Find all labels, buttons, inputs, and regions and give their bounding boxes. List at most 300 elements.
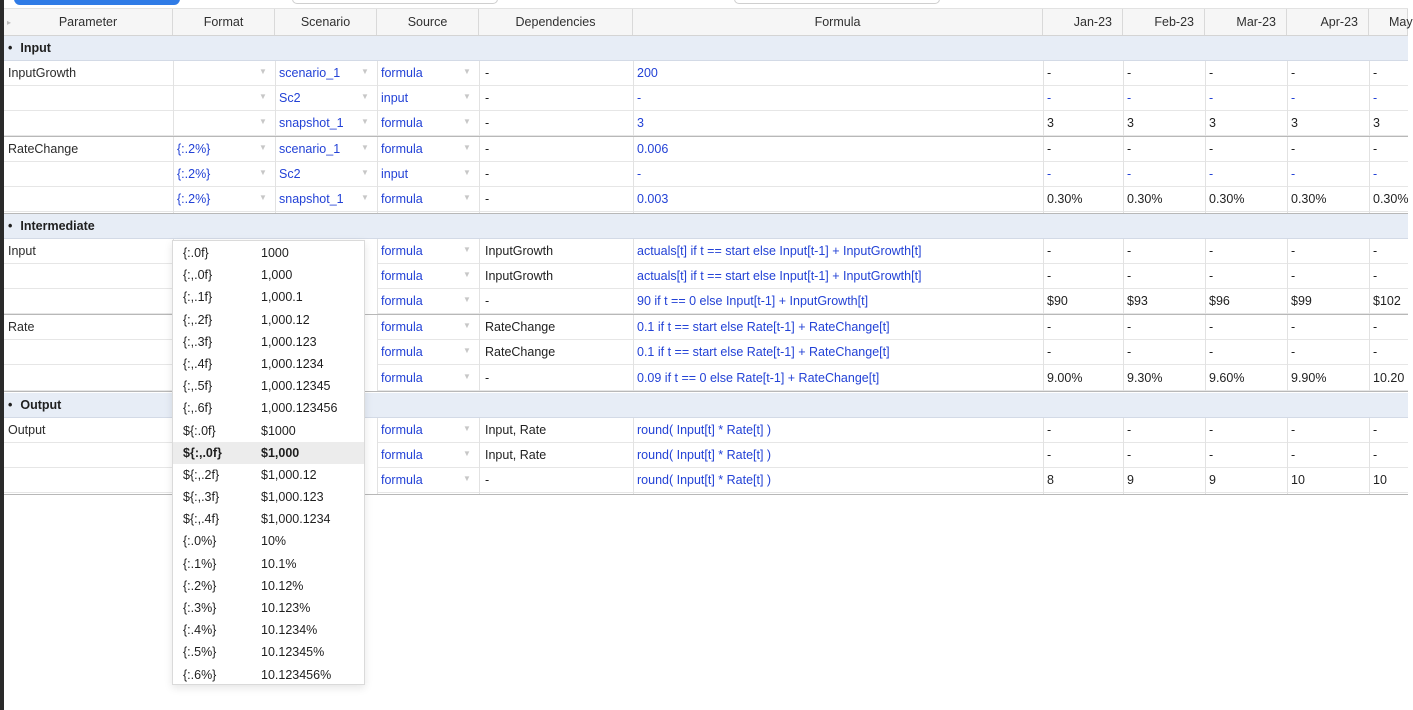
- value-cell: 3: [1369, 111, 1408, 136]
- column-divider: [1369, 239, 1370, 314]
- format-code: {:.6%}: [183, 667, 217, 682]
- value-cell: -: [1205, 264, 1287, 289]
- col-header-formula[interactable]: Formula: [633, 9, 1043, 35]
- format-example: 1,000.123: [261, 334, 317, 349]
- value-cell: $90: [1043, 289, 1123, 314]
- value-cell: 0.30%: [1205, 187, 1287, 212]
- column-divider: [1369, 418, 1370, 494]
- format-example: 10.12345%: [261, 645, 325, 660]
- value-cell: 0.30%: [1369, 187, 1408, 212]
- column-divider: [1123, 61, 1124, 136]
- chevron-down-icon[interactable]: ▼: [463, 474, 471, 483]
- value-cell: -: [1369, 315, 1408, 340]
- parameter-cell: InputGrowth: [4, 61, 173, 86]
- table-row: [4, 137, 1408, 162]
- column-divider: [1369, 315, 1370, 391]
- format-code: {:.0f}: [183, 246, 209, 260]
- formula-cell[interactable]: actuals[t] if t == start else Input[t-1] + InputGrowth[t]: [633, 264, 1043, 289]
- format-example: 1000: [261, 246, 289, 260]
- value-cell: 3: [1205, 111, 1287, 136]
- source-cell[interactable]: formula: [377, 443, 479, 468]
- format-dropdown[interactable]: [172, 240, 365, 685]
- source-cell[interactable]: formula: [377, 264, 479, 289]
- value-cell: -: [1123, 443, 1205, 468]
- dependencies-cell[interactable]: -: [479, 61, 633, 86]
- column-divider: [479, 315, 480, 391]
- column-divider: [1287, 137, 1288, 213]
- value-cell: -: [1287, 86, 1369, 111]
- chevron-down-icon[interactable]: ▼: [361, 168, 369, 177]
- toolbar: [4, 0, 1408, 9]
- parameter-cell: [4, 443, 173, 468]
- value-cell: -: [1123, 162, 1205, 187]
- chevron-down-icon[interactable]: ▼: [463, 143, 471, 152]
- source-cell[interactable]: formula: [377, 111, 479, 136]
- value-cell: 9.60%: [1205, 366, 1287, 391]
- format-example: 1,000.123456: [261, 401, 338, 416]
- col-header-parameter[interactable]: Parameter: [4, 9, 173, 35]
- value-cell: -: [1205, 443, 1287, 468]
- column-divider: [1205, 137, 1206, 213]
- column-divider: [1205, 315, 1206, 391]
- parameter-cell: [4, 366, 173, 391]
- format-example: $1,000.123: [261, 490, 324, 505]
- format-code: {:,.6f}: [183, 401, 213, 416]
- row-expander-icon[interactable]: ▸: [7, 18, 12, 27]
- value-cell: -: [1287, 239, 1369, 264]
- format-code: ${:,.0f}: [183, 445, 222, 460]
- column-divider: [377, 239, 378, 314]
- value-cell: 3: [1123, 111, 1205, 136]
- parameter-cell: [4, 187, 173, 212]
- format-code: {:.5%}: [183, 645, 217, 660]
- chevron-down-icon[interactable]: ▼: [463, 92, 471, 101]
- source-cell[interactable]: formula: [377, 239, 479, 264]
- column-divider: [1123, 137, 1124, 213]
- chevron-down-icon[interactable]: ▼: [463, 321, 471, 330]
- value-cell: -: [1043, 86, 1123, 111]
- column-divider: [479, 239, 480, 314]
- chevron-down-icon[interactable]: ▼: [259, 67, 267, 76]
- format-example: $1,000.12: [261, 467, 317, 482]
- value-cell: 0.30%: [1287, 187, 1369, 212]
- source-cell[interactable]: formula: [377, 137, 479, 162]
- scenario-cell[interactable]: scenario_1: [275, 61, 377, 86]
- col-header-format[interactable]: Format: [173, 9, 275, 35]
- format-option[interactable]: [173, 553, 364, 575]
- parameter-cell: [4, 111, 173, 136]
- toolbar-field-right[interactable]: [734, 0, 940, 4]
- formula-cell[interactable]: 200: [633, 61, 1043, 86]
- column-divider: [377, 315, 378, 391]
- value-cell: -: [1205, 315, 1287, 340]
- table-row: [4, 162, 1408, 187]
- toolbar-button[interactable]: [14, 0, 180, 5]
- format-example: 10.1234%: [261, 623, 318, 638]
- dependencies-cell[interactable]: -: [479, 187, 633, 212]
- formula-cell[interactable]: 0.1 if t == start else Rate[t-1] + RateChange[t]: [633, 340, 1043, 365]
- formula-cell[interactable]: round( Input[t] * Rate[t] ): [633, 443, 1043, 468]
- dependencies-cell[interactable]: Input, Rate: [479, 418, 633, 443]
- format-code: {:,.0f}: [183, 268, 213, 283]
- column-divider: [633, 315, 634, 391]
- chevron-down-icon[interactable]: ▼: [361, 67, 369, 76]
- group-divider: [4, 213, 1408, 214]
- column-divider: [173, 61, 174, 136]
- format-option[interactable]: [173, 641, 364, 663]
- format-example: $1,000: [261, 445, 300, 460]
- format-example: 1,000: [261, 268, 293, 283]
- format-code: {:,.5f}: [183, 379, 213, 394]
- formula-cell[interactable]: actuals[t] if t == start else Input[t-1] + InputGrowth[t]: [633, 239, 1043, 264]
- format-option[interactable]: [173, 619, 364, 641]
- column-divider: [1123, 315, 1124, 391]
- source-cell[interactable]: formula: [377, 340, 479, 365]
- table-row: [4, 61, 1408, 86]
- value-cell: $93: [1123, 289, 1205, 314]
- format-example: 10.12%: [261, 578, 304, 593]
- dependencies-cell[interactable]: Input, Rate: [479, 443, 633, 468]
- format-code: {:,.4f}: [183, 356, 213, 371]
- format-code: {:.3%}: [183, 601, 217, 615]
- parameter-cell: Rate: [4, 315, 173, 340]
- column-divider: [1287, 315, 1288, 391]
- value-cell: 3: [1287, 111, 1369, 136]
- column-divider: [377, 61, 378, 136]
- col-header-dependencies[interactable]: Dependencies: [479, 9, 633, 35]
- formula-cell[interactable]: 90 if t == 0 else Input[t-1] + InputGrowth[t]: [633, 289, 1043, 314]
- format-code: {:,.2f}: [183, 312, 213, 327]
- toolbar-field-left[interactable]: [292, 0, 498, 4]
- format-option[interactable]: [173, 420, 364, 442]
- format-code: {:.1%}: [183, 556, 217, 571]
- value-cell: -: [1369, 340, 1408, 365]
- formula-cell[interactable]: -: [633, 86, 1043, 111]
- value-cell: -: [1369, 137, 1408, 162]
- formula-cell[interactable]: 3: [633, 111, 1043, 136]
- format-option[interactable]: [173, 530, 364, 552]
- format-example: 10.123456%: [261, 667, 332, 682]
- table-row: [4, 111, 1408, 136]
- value-cell: 10: [1369, 468, 1408, 493]
- format-option[interactable]: [173, 508, 364, 530]
- chevron-down-icon[interactable]: ▼: [463, 117, 471, 126]
- format-example: 10%: [261, 534, 287, 549]
- source-cell[interactable]: formula: [377, 366, 479, 391]
- formula-cell[interactable]: 0.1 if t == start else Rate[t-1] + RateChange[t]: [633, 315, 1043, 340]
- chevron-down-icon[interactable]: ▼: [361, 143, 369, 152]
- col-header-month[interactable]: Apr-23: [1287, 9, 1369, 35]
- value-cell: -: [1043, 443, 1123, 468]
- value-cell: -: [1369, 86, 1408, 111]
- formula-cell[interactable]: -: [633, 162, 1043, 187]
- value-cell: -: [1287, 418, 1369, 443]
- group-divider: [4, 136, 1408, 137]
- format-option[interactable]: [173, 309, 364, 331]
- chevron-down-icon[interactable]: ▼: [463, 168, 471, 177]
- dependencies-cell[interactable]: -: [479, 137, 633, 162]
- value-cell: $102: [1369, 289, 1408, 314]
- column-divider: [1043, 315, 1044, 391]
- source-cell[interactable]: formula: [377, 289, 479, 314]
- value-cell: 8: [1043, 468, 1123, 493]
- dependencies-cell[interactable]: InputGrowth: [479, 264, 633, 289]
- value-cell: -: [1287, 264, 1369, 289]
- value-cell: -: [1287, 137, 1369, 162]
- formula-cell[interactable]: round( Input[t] * Rate[t] ): [633, 468, 1043, 493]
- chevron-down-icon[interactable]: ▼: [259, 168, 267, 177]
- format-example: $1000: [261, 423, 296, 438]
- value-cell: -: [1205, 340, 1287, 365]
- table-row: [4, 187, 1408, 212]
- chevron-down-icon[interactable]: ▼: [463, 449, 471, 458]
- column-divider: [1205, 61, 1206, 136]
- section-title: Intermediate: [20, 219, 95, 233]
- column-divider: [1043, 239, 1044, 314]
- scenario-cell[interactable]: snapshot_1: [275, 187, 377, 212]
- chevron-down-icon[interactable]: ▼: [361, 193, 369, 202]
- value-cell: -: [1205, 162, 1287, 187]
- value-cell: -: [1043, 162, 1123, 187]
- format-option[interactable]: [173, 664, 364, 686]
- column-divider: [173, 137, 174, 213]
- source-cell[interactable]: formula: [377, 315, 479, 340]
- value-cell: -: [1369, 418, 1408, 443]
- column-divider: [1123, 418, 1124, 494]
- dependencies-cell[interactable]: -: [479, 289, 633, 314]
- value-cell: -: [1287, 443, 1369, 468]
- parameter-cell: [4, 162, 173, 187]
- col-header-month[interactable]: Feb-23: [1123, 9, 1205, 35]
- value-cell: -: [1205, 239, 1287, 264]
- format-code: ${:,.2f}: [183, 467, 220, 482]
- table-row: [4, 86, 1408, 111]
- column-divider: [1369, 61, 1370, 136]
- source-cell[interactable]: formula: [377, 468, 479, 493]
- parameter-cell: [4, 86, 173, 111]
- format-example: 1,000.12: [261, 312, 310, 327]
- column-divider: [479, 418, 480, 494]
- chevron-down-icon[interactable]: ▼: [463, 424, 471, 433]
- format-option[interactable]: [173, 353, 364, 375]
- value-cell: -: [1123, 340, 1205, 365]
- header-row: [4, 9, 1413, 36]
- chevron-down-icon[interactable]: ▼: [361, 92, 369, 101]
- column-divider: [1287, 239, 1288, 314]
- section-title: Input: [20, 41, 51, 55]
- col-header-month[interactable]: May: [1369, 9, 1408, 35]
- dependencies-cell[interactable]: RateChange: [479, 340, 633, 365]
- dependencies-cell[interactable]: -: [479, 86, 633, 111]
- chevron-down-icon[interactable]: ▼: [259, 143, 267, 152]
- formula-cell[interactable]: 0.003: [633, 187, 1043, 212]
- format-option[interactable]: [173, 331, 364, 353]
- format-example: $1,000.1234: [261, 512, 331, 527]
- format-option[interactable]: [173, 375, 364, 397]
- chevron-down-icon[interactable]: ▼: [259, 117, 267, 126]
- format-option[interactable]: [173, 264, 364, 286]
- column-divider: [633, 418, 634, 494]
- format-code: {:,.1f}: [183, 290, 213, 305]
- chevron-down-icon[interactable]: ▼: [463, 270, 471, 279]
- format-option[interactable]: [173, 442, 364, 464]
- column-divider: [1043, 61, 1044, 136]
- format-option[interactable]: [173, 397, 364, 419]
- value-cell: 9.30%: [1123, 366, 1205, 391]
- chevron-down-icon[interactable]: ▼: [463, 295, 471, 304]
- value-cell: -: [1043, 315, 1123, 340]
- column-divider: [275, 61, 276, 136]
- value-cell: 0.30%: [1123, 187, 1205, 212]
- section-title: Output: [20, 398, 62, 412]
- scenario-cell[interactable]: Sc2: [275, 86, 377, 111]
- chevron-down-icon[interactable]: ▼: [259, 193, 267, 202]
- value-cell: -: [1205, 86, 1287, 111]
- parameter-cell: Output: [4, 418, 173, 443]
- col-header-month[interactable]: Jan-23: [1043, 9, 1123, 35]
- dependencies-cell[interactable]: -: [479, 111, 633, 136]
- value-cell: -: [1369, 443, 1408, 468]
- format-example: 1,000.1234: [261, 356, 324, 371]
- value-cell: -: [1043, 61, 1123, 86]
- column-divider: [1205, 239, 1206, 314]
- column-divider: [1043, 418, 1044, 494]
- source-cell[interactable]: formula: [377, 187, 479, 212]
- dependencies-cell[interactable]: -: [479, 366, 633, 391]
- value-cell: -: [1123, 315, 1205, 340]
- value-cell: 0.30%: [1043, 187, 1123, 212]
- column-divider: [1123, 239, 1124, 314]
- value-cell: 10.20: [1369, 366, 1408, 391]
- value-cell: -: [1369, 61, 1408, 86]
- value-cell: -: [1043, 239, 1123, 264]
- value-cell: 3: [1043, 111, 1123, 136]
- value-cell: -: [1287, 340, 1369, 365]
- format-option[interactable]: [173, 286, 364, 308]
- value-cell: -: [1205, 418, 1287, 443]
- value-cell: -: [1287, 61, 1369, 86]
- column-divider: [1043, 137, 1044, 213]
- format-code: {:.0%}: [183, 534, 217, 549]
- format-code: ${:,.3f}: [183, 490, 220, 505]
- format-option[interactable]: [173, 575, 364, 597]
- formula-cell[interactable]: 0.09 if t == 0 else Rate[t-1] + RateChange[t]: [633, 366, 1043, 391]
- column-divider: [1205, 418, 1206, 494]
- value-cell: -: [1287, 315, 1369, 340]
- value-cell: -: [1043, 137, 1123, 162]
- chevron-down-icon[interactable]: ▼: [259, 92, 267, 101]
- dependencies-cell[interactable]: InputGrowth: [479, 239, 633, 264]
- column-divider: [633, 61, 634, 136]
- formula-cell[interactable]: round( Input[t] * Rate[t] ): [633, 418, 1043, 443]
- dependencies-cell[interactable]: RateChange: [479, 315, 633, 340]
- value-cell: 9: [1123, 468, 1205, 493]
- value-cell: -: [1123, 86, 1205, 111]
- format-code: ${:,.4f}: [183, 512, 220, 527]
- value-cell: -: [1287, 162, 1369, 187]
- dependencies-cell[interactable]: -: [479, 162, 633, 187]
- column-divider: [1287, 61, 1288, 136]
- chevron-down-icon[interactable]: ▼: [463, 67, 471, 76]
- format-code: ${:.0f}: [183, 423, 216, 438]
- source-cell[interactable]: input: [377, 162, 479, 187]
- dependencies-cell[interactable]: -: [479, 468, 633, 493]
- column-divider: [377, 418, 378, 494]
- chevron-down-icon[interactable]: ▼: [463, 245, 471, 254]
- section-header-intermediate[interactable]: • Intermediate: [4, 214, 1408, 239]
- parameter-cell: [4, 264, 173, 289]
- column-divider: [1287, 418, 1288, 494]
- scenario-cell[interactable]: Sc2: [275, 162, 377, 187]
- format-cell[interactable]: {:.2%}: [173, 187, 275, 212]
- value-cell: 10: [1287, 468, 1369, 493]
- format-code: {:.2%}: [183, 578, 217, 593]
- parameter-cell: Input: [4, 239, 173, 264]
- format-option[interactable]: [173, 486, 364, 508]
- chevron-down-icon[interactable]: ▼: [463, 372, 471, 381]
- section-header-output[interactable]: • Output: [4, 393, 1408, 418]
- value-cell: 9: [1205, 468, 1287, 493]
- value-cell: $99: [1287, 289, 1369, 314]
- value-cell: -: [1369, 239, 1408, 264]
- column-divider: [633, 137, 634, 213]
- source-cell[interactable]: formula: [377, 418, 479, 443]
- col-header-month[interactable]: Mar-23: [1205, 9, 1287, 35]
- format-option[interactable]: [173, 242, 364, 264]
- format-example: 10.123%: [261, 601, 311, 615]
- value-cell: -: [1205, 137, 1287, 162]
- format-example: 10.1%: [261, 556, 297, 571]
- value-cell: $96: [1205, 289, 1287, 314]
- value-cell: -: [1043, 264, 1123, 289]
- column-divider: [377, 137, 378, 213]
- format-example: 1,000.1: [261, 290, 303, 305]
- value-cell: -: [1123, 239, 1205, 264]
- format-example: 1,000.12345: [261, 379, 331, 394]
- chevron-down-icon[interactable]: ▼: [361, 117, 369, 126]
- source-cell[interactable]: formula: [377, 61, 479, 86]
- parameter-cell: [4, 468, 173, 493]
- value-cell: -: [1043, 418, 1123, 443]
- formula-cell[interactable]: 0.006: [633, 137, 1043, 162]
- col-header-scenario[interactable]: Scenario: [275, 9, 377, 35]
- scenario-cell[interactable]: scenario_1: [275, 137, 377, 162]
- source-cell[interactable]: input: [377, 86, 479, 111]
- format-option[interactable]: [173, 597, 364, 619]
- parameter-cell: [4, 289, 173, 314]
- value-cell: 9.90%: [1287, 366, 1369, 391]
- value-cell: -: [1043, 340, 1123, 365]
- column-divider: [479, 137, 480, 213]
- value-cell: -: [1205, 61, 1287, 86]
- column-divider: [275, 137, 276, 213]
- format-cell[interactable]: {:.2%}: [173, 137, 275, 162]
- value-cell: -: [1123, 264, 1205, 289]
- value-cell: -: [1123, 61, 1205, 86]
- col-header-source[interactable]: Source: [377, 9, 479, 35]
- column-divider: [633, 239, 634, 314]
- value-cell: -: [1123, 137, 1205, 162]
- format-cell[interactable]: {:.2%}: [173, 162, 275, 187]
- scenario-cell[interactable]: snapshot_1: [275, 111, 377, 136]
- value-cell: -: [1123, 418, 1205, 443]
- format-code: {:.4%}: [183, 623, 217, 638]
- chevron-down-icon[interactable]: ▼: [463, 346, 471, 355]
- column-divider: [1369, 137, 1370, 213]
- format-option[interactable]: [173, 464, 364, 486]
- section-header-input[interactable]: • Input: [4, 36, 1408, 61]
- chevron-down-icon[interactable]: ▼: [463, 193, 471, 202]
